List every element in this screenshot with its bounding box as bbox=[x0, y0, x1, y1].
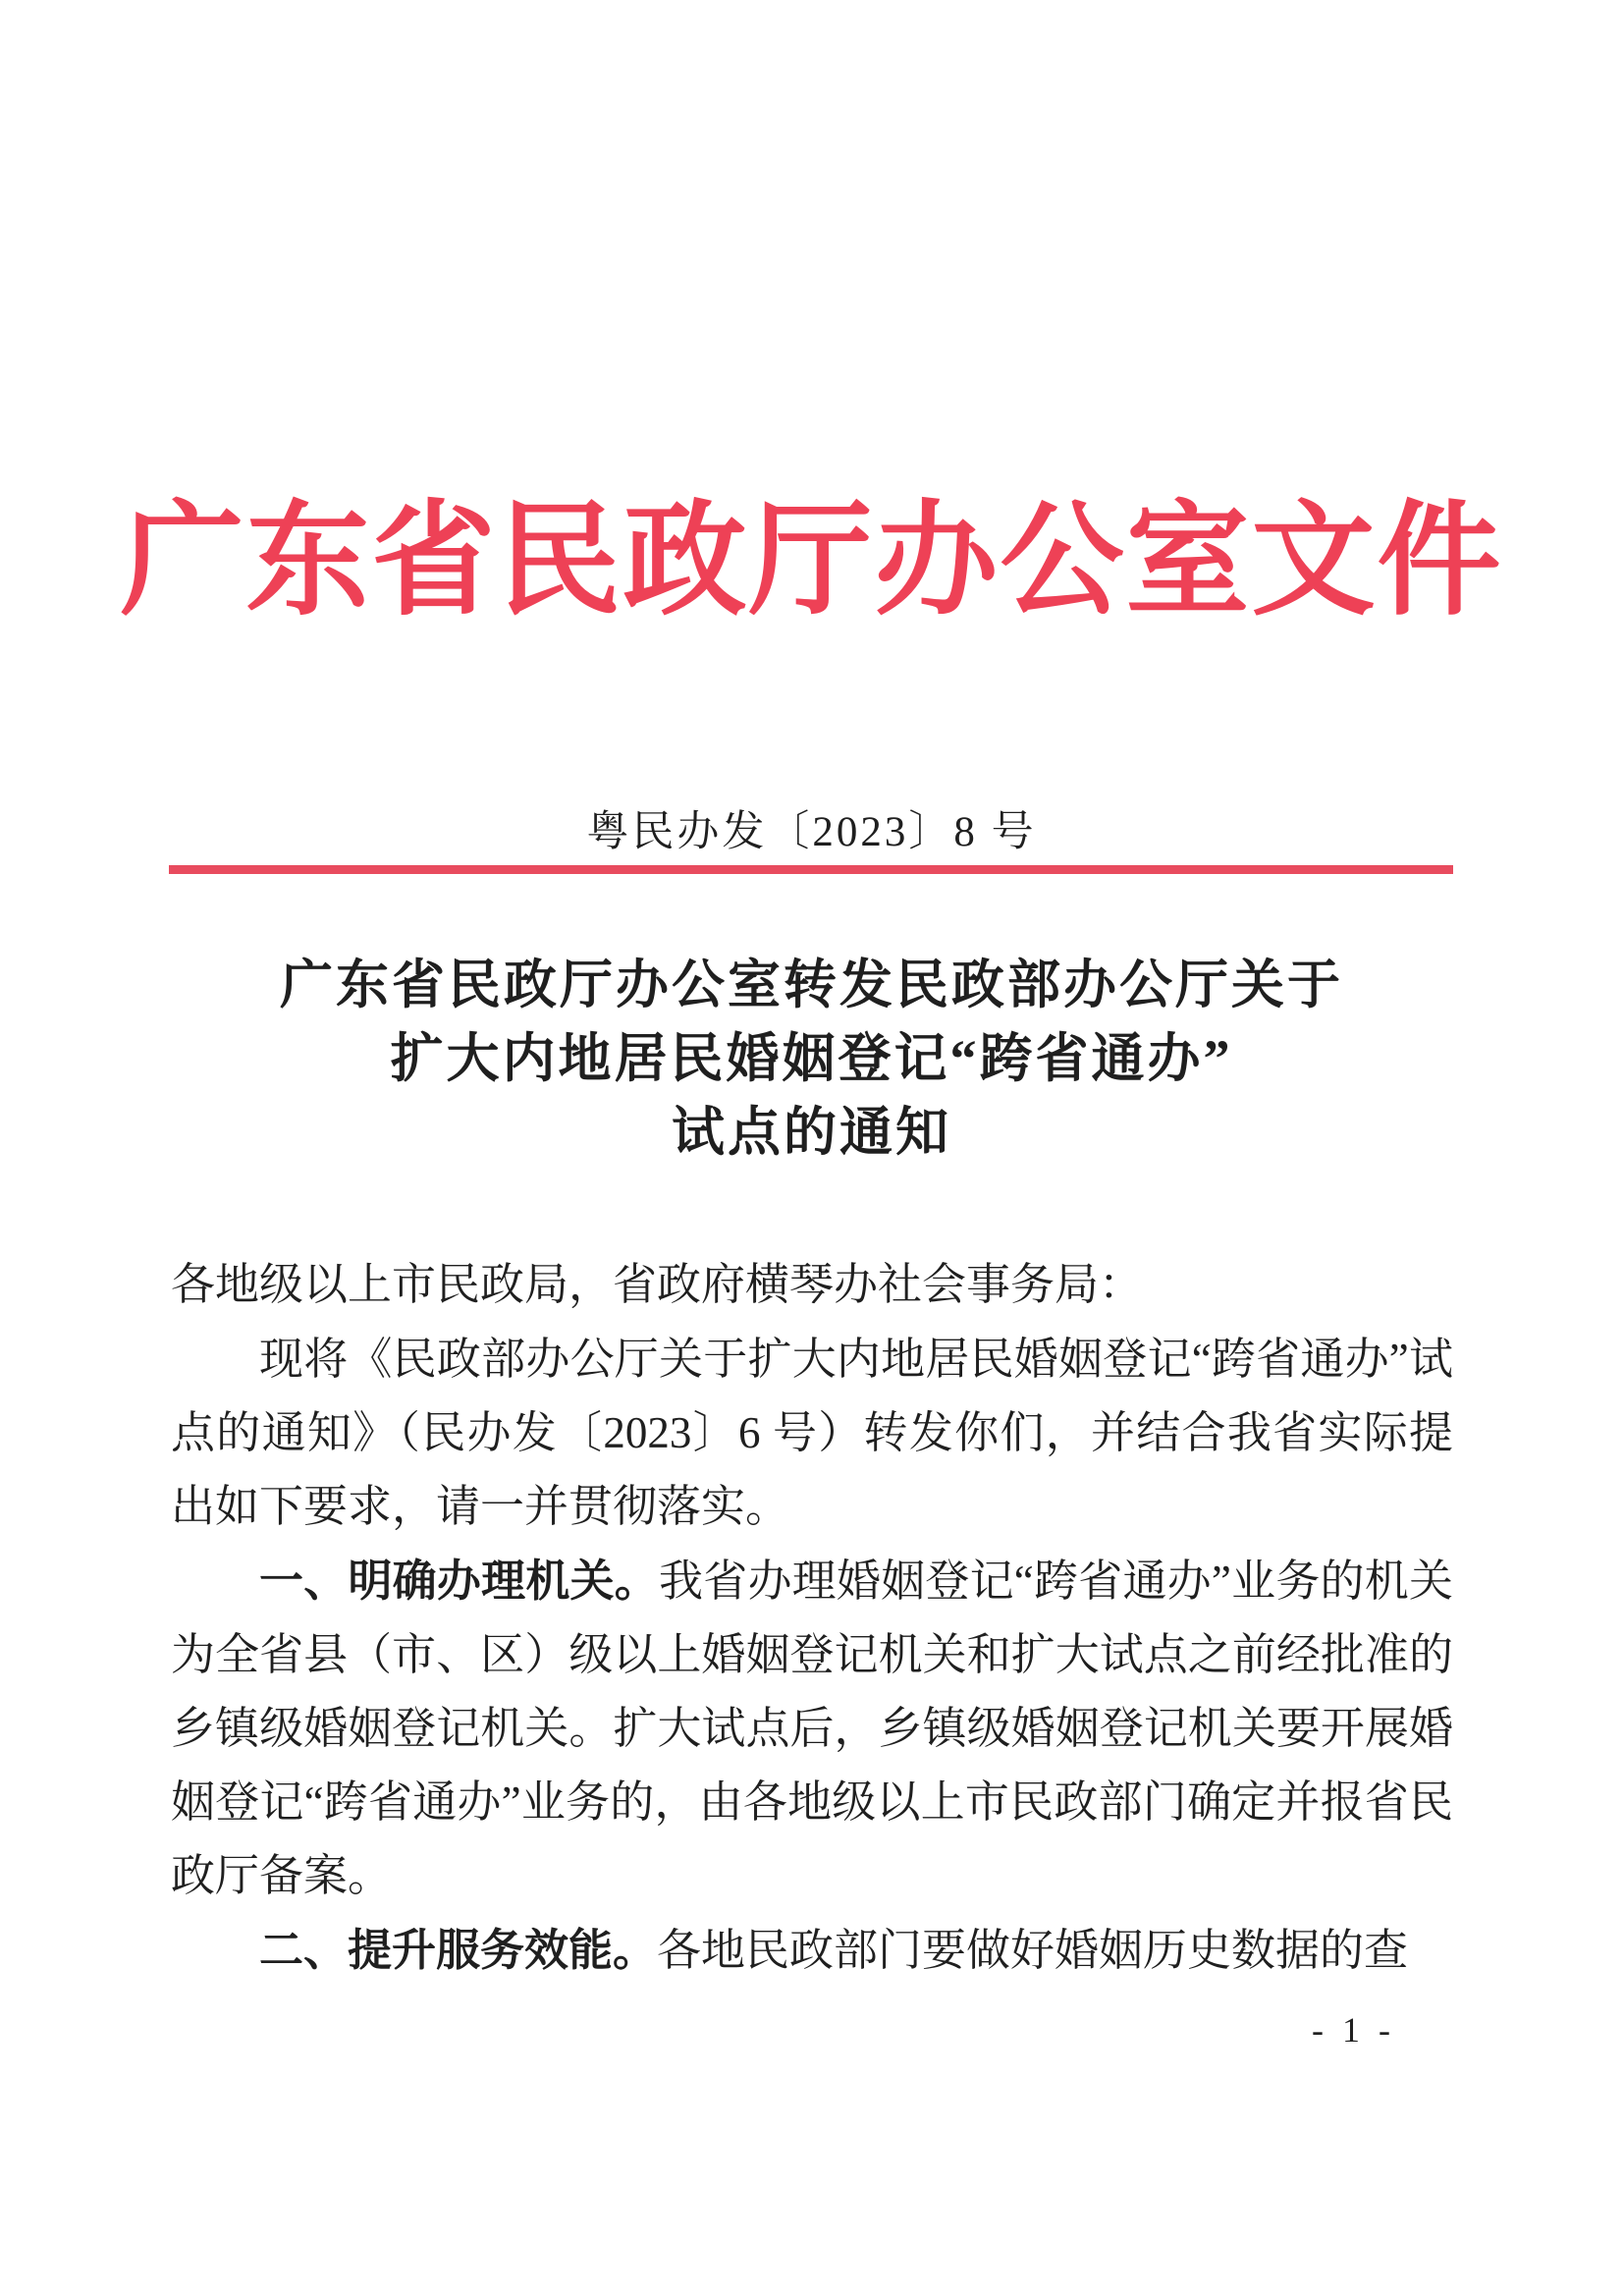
document-title bbox=[0, 949, 1623, 1170]
page-number: - 1 - bbox=[1312, 2010, 1395, 2050]
paragraph-text: 各地民政部门要做好婚姻历史数据的查 bbox=[657, 1926, 1409, 1975]
document-title-line: 试点的通知 bbox=[672, 1103, 951, 1162]
salutation: 各地级以上市民政局，省政府横琴办社会事务局： bbox=[171, 1260, 1144, 1309]
letterhead-title: 广东省民政厅办公室文件 bbox=[120, 494, 1503, 630]
document-title-line: 广东省民政厅办公室转发民政部办公厅关于 bbox=[280, 956, 1343, 1014]
paragraph bbox=[171, 1913, 1453, 1988]
document-number: 粤民办发〔2023〕8 号 bbox=[586, 809, 1037, 855]
paragraph bbox=[171, 1544, 1453, 1913]
red-divider-line bbox=[169, 865, 1453, 874]
document-title-line: 扩大内地居民婚姻登记“跨省通办” bbox=[390, 1029, 1233, 1088]
section-lead: 一、明确办理机关。 bbox=[259, 1556, 660, 1606]
section-lead: 二、提升服务效能。 bbox=[259, 1925, 658, 1975]
document-body bbox=[171, 1248, 1453, 1988]
paragraph bbox=[171, 1322, 1453, 1544]
paragraph-text: 我省办理婚姻登记“跨省通办”业务的机关为全省县（市、区）级以上婚姻登记机关和扩大试点之前经批准的乡镇级婚姻登记机关。扩大试点后，乡镇级婚姻登记机关要开展婚姻登记“跨省通办”业务的，由各地级以上市民政部门确定并报省民政厅备案。 bbox=[171, 1557, 1453, 1900]
paragraph-text: 现将《民政部办公厅关于扩大内地居民婚姻登记“跨省通办”试点的通知》（民办发〔2023〕6 号）转发你们，并结合我省实际提出如下要求，请一并贯彻落实。 bbox=[171, 1335, 1453, 1531]
